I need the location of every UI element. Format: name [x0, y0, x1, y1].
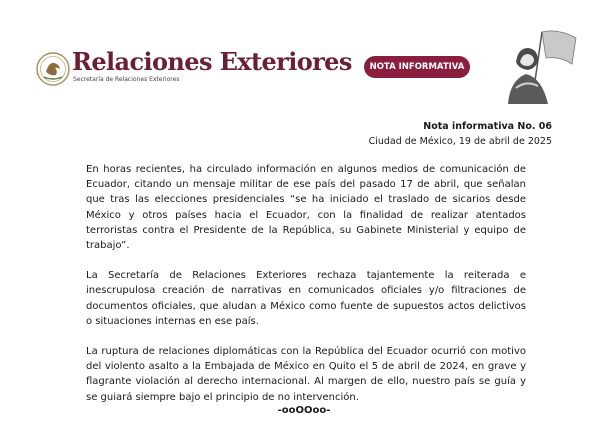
note-number: Nota informativa No. 06: [423, 121, 552, 132]
document-header: [0, 0, 608, 110]
place-date: Ciudad de México, 19 de abril de 2025: [368, 136, 552, 147]
brand-title: Relaciones Exteriores: [72, 47, 352, 76]
heroine-with-flag-icon: [498, 28, 578, 104]
paragraph: La ruptura de relaciones diplomáticas con la República del Ecuador ocurrió con motivo del violento asalto a la Embajada de México en Quito el 5 de abril de 2024, en grave y flagrante violación al derecho internacional. Al margen de ello, nuestro país se guía y se guiará siempre bajo el principio de no intervención.: [86, 346, 526, 403]
mexican-eagle-seal-icon: [36, 52, 70, 86]
brand-subtitle: Secretaría de Relaciones Exteriores: [73, 76, 180, 83]
nota-informativa-badge: NOTA INFORMATIVA: [364, 56, 470, 78]
document-body: [86, 162, 526, 420]
paragraph: La Secretaría de Relaciones Exteriores rechaza tajantemente la reiterada e inescrupulosa creación de narrativas en comunicados oficiales y/o filtraciones de documentos oficiales, que aludan a México como fuente de supuestos actos delictivos o situaciones internas en ese país.: [86, 270, 526, 327]
paragraph: En horas recientes, ha circulado información en algunos medios de comunicación de Ecuador, citando un mensaje militar de ese país del pasado 17 de abril, que señalan que tras las elecciones presidenciales “se ha iniciado el traslado de sicarios desde México y otros países hacia el Ecuador, con la finalidad de realizar atentados terroristas contra el Presidente de la República, su Gabinete Ministerial y equipo de trabajo”.: [86, 164, 526, 252]
reference-block: [369, 119, 552, 149]
closing-mark: -ooOOoo-: [277, 405, 331, 416]
